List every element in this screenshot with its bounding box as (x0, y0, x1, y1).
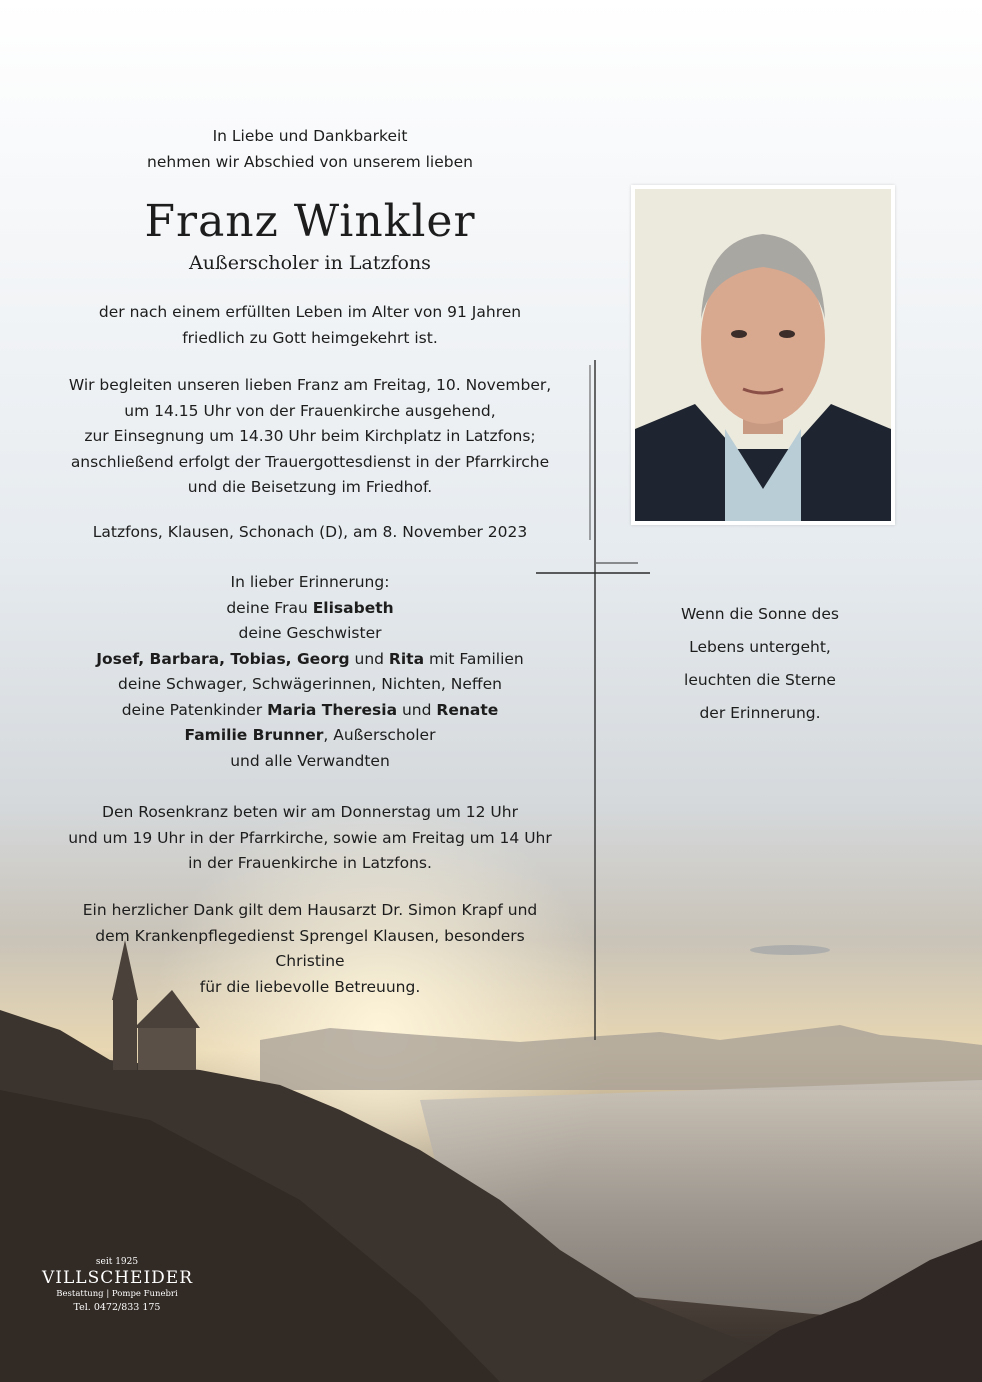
mourner-in-laws: deine Schwager, Schwägerinnen, Nichten, Neffen (118, 675, 502, 693)
quote-line-2: Lebens untergeht, (689, 638, 831, 656)
intro-line-1: In Liebe und Dankbarkeit (212, 127, 408, 145)
thanks-line-2: dem Krankenpflegedienst Sprengel Klausen, besonders Christine (95, 926, 525, 970)
life-line-2: friedlich zu Gott heimgekehrt ist. (182, 328, 438, 347)
logo-services: Bestattung | Pompe Funebri (56, 1289, 178, 1299)
logo-brand: VILLSCHEIDER (42, 1268, 194, 1288)
mourner-godchildren: deine Patenkinder Maria Theresia und Renate (121, 700, 499, 719)
memorial-quote (660, 598, 860, 730)
rosary-line-3: in der Frauenkirche in Latzfons. (188, 854, 432, 872)
funeral-line-1: Wir begleiten unseren lieben Franz am Freitag, 10. November, (68, 376, 552, 394)
intro-text (60, 124, 560, 175)
funeral-text (60, 373, 560, 501)
quote-line-1: Wenn die Sonne des (680, 605, 840, 623)
portrait-photo (631, 185, 895, 525)
mourner-siblings-label: deine Geschwister (238, 624, 382, 642)
rosary-line-1: Den Rosenkranz beten wir am Donnerstag um 12 Uhr (102, 803, 518, 821)
mourners-heading: In lieber Erinnerung: (230, 573, 390, 591)
mourners-list (60, 570, 560, 774)
place-date: Latzfons, Klausen, Schonach (D), am 8. November 2023 (92, 523, 528, 541)
intro-line-2: nehmen wir Abschied von unserem lieben (147, 152, 473, 171)
logo-since: seit 1925 (95, 1257, 139, 1267)
funeral-line-2: um 14.15 Uhr von der Frauenkirche ausgehend, (124, 401, 496, 420)
funeral-line-3: zur Einsegnung um 14.30 Uhr beim Kirchplatz in Latzfons; (84, 427, 536, 445)
rosary-line-2: und um 19 Uhr in der Pfarrkirche, sowie am Freitag um 14 Uhr (68, 828, 552, 847)
quote-line-4: der Erinnerung. (699, 704, 821, 722)
logo-phone: Tel. 0472/833 175 (73, 1302, 161, 1313)
mourner-siblings: Josef, Barbara, Tobias, Georg und Rita mit Familien (96, 649, 524, 668)
mourner-relatives: und alle Verwandten (230, 751, 390, 770)
thanks-line-3: für die liebevolle Betreuung. (199, 977, 421, 996)
deceased-subtitle: Außerscholer in Latzfons (189, 252, 431, 274)
mourner-wife: deine Frau Elisabeth (226, 598, 394, 617)
funeral-home-logo (42, 1256, 192, 1315)
portrait-image (635, 189, 891, 521)
thanks-text (60, 898, 560, 1000)
rosary-text (60, 800, 560, 877)
funeral-line-5: und die Beisetzung im Friedhof. (187, 478, 433, 496)
thanks-line-1: Ein herzlicher Dank gilt dem Hausarzt Dr. Simon Krapf und (82, 901, 538, 919)
funeral-line-4: anschließend erfolgt der Trauergottesdienst in der Pfarrkirche (70, 452, 550, 471)
life-line-1: der nach einem erfüllten Leben im Alter von 91 Jahren (98, 303, 522, 321)
life-text (60, 300, 560, 351)
mourner-family: Familie Brunner, Außerscholer (184, 726, 436, 744)
deceased-name: Franz Winkler (144, 196, 476, 247)
quote-line-3: leuchten die Sterne (684, 671, 836, 689)
